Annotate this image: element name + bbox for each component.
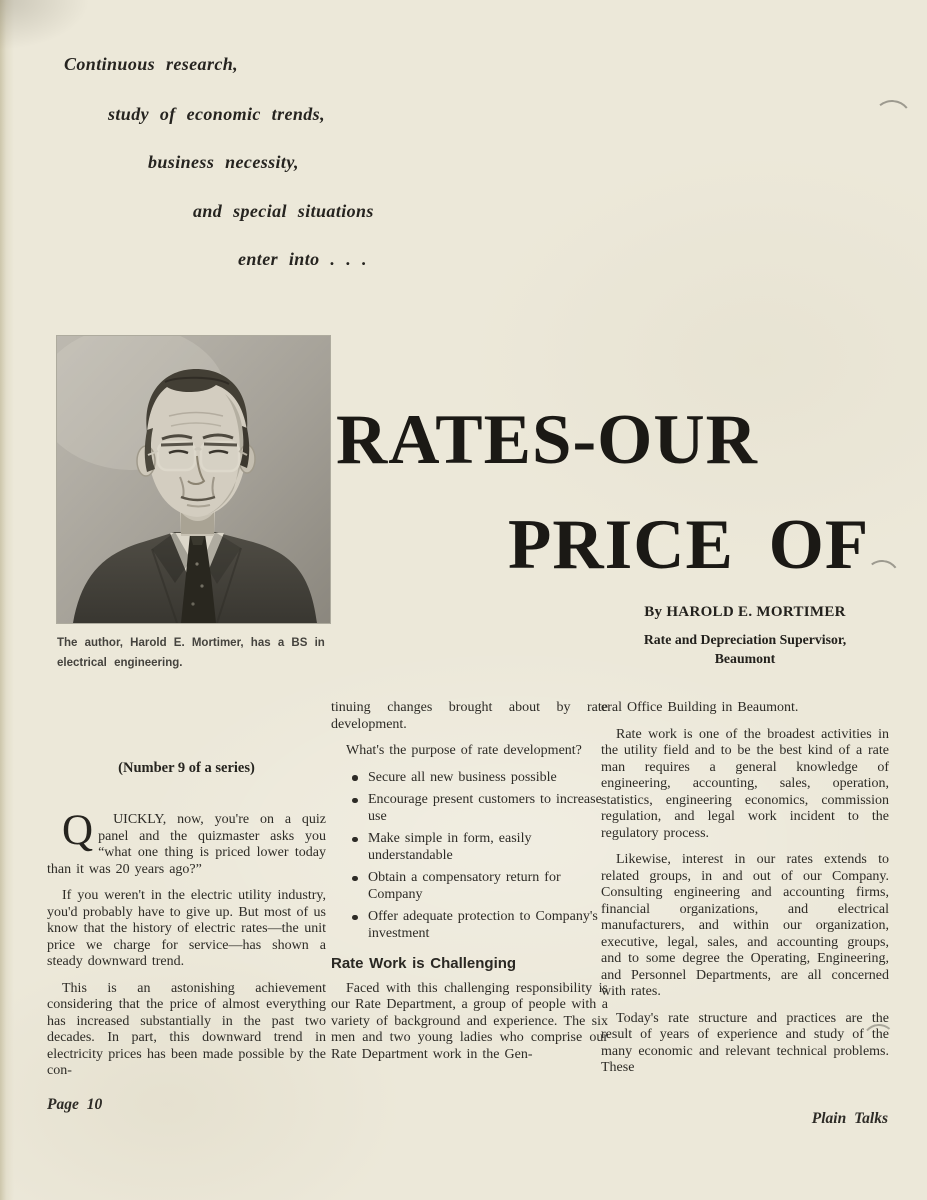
paragraph: Today's rate structure and practices are the result of years of experience and study of the many economic and relevant technical problems. These (601, 1010, 889, 1075)
paragraph: Rate work is one of the broadest activities in the utility field and to be the best kind of a rate man requires a general knowledge of engineering, accounting, sales, operation, statistics, engineering economics, commission regulation, and legal work incident to the regulatory process. (601, 726, 889, 841)
paragraph: What's the purpose of rate development? (346, 743, 582, 758)
punch-hole-mark (870, 98, 914, 142)
byline-author: By HAROLD E. MORTIMER (644, 604, 846, 620)
article-column-1 (47, 807, 326, 1090)
series-note: (Number 9 of a series) (118, 760, 255, 776)
article-column-2 (331, 700, 608, 1073)
bullet-text: Obtain a compensatory return for Company (368, 870, 561, 902)
paragraph (47, 807, 326, 878)
paragraph: tinuing changes brought about by rate development. (331, 700, 608, 732)
drop-cap: Q (62, 807, 94, 854)
paragraph: Likewise, interest in our rates extends to related groups, in and out of our Company. Consulting engineering and accounting firms, financial organizations, and electrical manufacturers, and within our organization, executive, legal, sales, and accounting groups, and to some degree the Operating, Engineering, and Personnel Departments, are all concerned with rates. (601, 852, 889, 999)
paragraph: eral Office Building in Beaumont. (601, 700, 799, 715)
bullet-item (352, 792, 608, 825)
bullet-text: Encourage present customers to increase use (368, 792, 602, 824)
bullet-icon (352, 837, 358, 843)
bullet-text: Secure all new business possible (368, 769, 557, 785)
byline-role-title: Rate and Depreciation Supervisor, (643, 632, 847, 647)
bullet-list (331, 770, 608, 943)
paragraph: This is an astonishing achievement considering that the price of almost everything has increased substantially in the past two decades. In part, this downward trend in electricity prices has been made possible by the con- (47, 980, 326, 1078)
intro-line-5: enter into . . . (238, 249, 367, 269)
paragraph: Faced with this challenging responsibility is our Rate Department, a group of people with a variety of background and experience. The six men and two young ladies who comprise our Rate Department work in the Gen- (331, 980, 608, 1062)
bullet-item (352, 770, 608, 787)
intro-line-2: study of economic trends, (108, 104, 325, 124)
intro-line-3: business necessity, (148, 152, 299, 172)
bullet-icon (352, 798, 358, 804)
intro-line-4: and special situations (193, 201, 374, 221)
bullet-item (352, 831, 608, 864)
section-heading: Rate Work is Challenging (331, 955, 517, 972)
bullet-text: Offer adequate protection to Company's investment (368, 909, 598, 941)
author-portrait-illustration (57, 336, 330, 623)
byline-location: Beaumont (714, 650, 776, 666)
bullet-icon (352, 876, 358, 882)
paragraph-text: UICKLY, now, you're on a quiz panel and the quizmaster asks you “what one thing is priced lower today than it was 20 years ago?” (47, 812, 326, 877)
byline-block (598, 604, 892, 668)
paragraph: If you weren't in the electric utility industry, you'd probably have to give up. But most of us know that the history of electric rates—the unit price we charge for service—has shown a steady downward trend. (47, 888, 326, 969)
page-number: Page 10 (47, 1096, 103, 1113)
page-title-line2: PRICE OF (508, 506, 870, 584)
bullet-item (352, 870, 608, 903)
article-column-3 (601, 700, 889, 1087)
author-photo (57, 336, 330, 623)
bullet-icon (352, 775, 358, 781)
publication-name: Plain Talks (811, 1110, 888, 1127)
page-title-line1: RATES-OUR (336, 401, 758, 479)
byline-role (598, 631, 892, 668)
bullet-text: Make simple in form, easily understandable (368, 831, 532, 863)
page-left-edge-shade (0, 0, 14, 1200)
bullet-item (352, 909, 608, 942)
bullet-icon (352, 915, 358, 921)
photo-caption: The author, Harold E. Mortimer, has a BS in electrical engineering. (57, 637, 325, 670)
page-corner-shade (0, 0, 90, 50)
intro-line-1: Continuous research, (64, 54, 239, 74)
